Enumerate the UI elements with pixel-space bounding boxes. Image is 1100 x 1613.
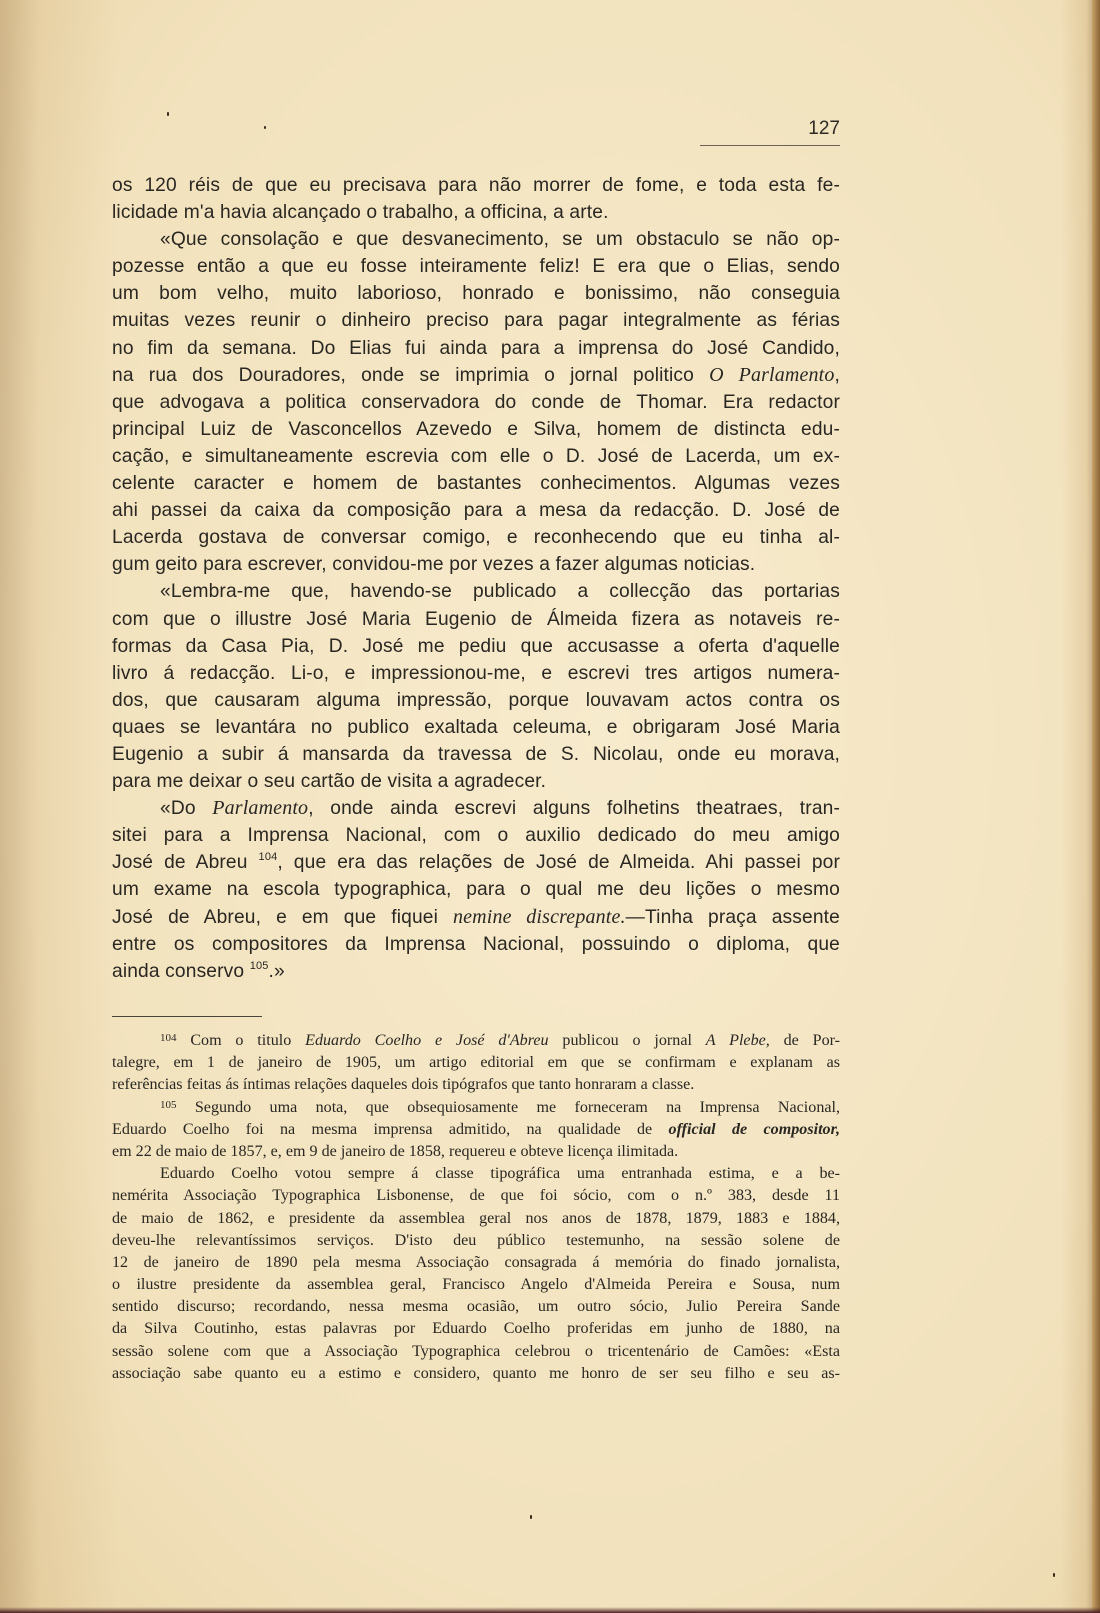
footnote-line	[112, 1318, 840, 1340]
footnote-text: de Por-	[769, 1032, 841, 1049]
paper-speck	[530, 1515, 532, 1519]
footnote-line	[112, 1141, 840, 1163]
text-line	[112, 307, 840, 334]
main-text	[112, 172, 840, 985]
line-text: ahi passei da caixa da composição para a mesa da redacção. D. José de	[112, 500, 840, 522]
page-number: 127	[808, 118, 840, 139]
line-text: José de Abreu	[112, 852, 259, 874]
page-bottom-edge	[0, 1607, 1100, 1613]
line-text: dos, que causaram alguma impressão, porque louvavam actos contra os	[112, 689, 840, 711]
footnote-text: Eduardo Coelho foi na mesma imprensa admitido, na qualidade de	[112, 1120, 669, 1138]
line-text: sitei para a Imprensa Nacional, com o auxilio dedicado do meu amigo	[112, 825, 840, 847]
line-text: ainda conservo	[112, 960, 250, 982]
text-line	[112, 660, 840, 687]
line-text: um bom velho, muito laborioso, honrado e bonissimo, não conseguia	[112, 283, 840, 305]
text-line	[112, 822, 840, 849]
footnote-line	[112, 1341, 840, 1363]
text-line	[112, 362, 840, 389]
line-text: que advogava a politica conservadora do conde de Thomar. Era redactor	[112, 391, 840, 413]
text-line	[112, 741, 840, 768]
line-prefix: «	[160, 229, 171, 251]
footnote-line	[112, 1163, 840, 1185]
footnote-text: de maio de 1862, e presidente da assemblea geral nos anos de 1878, 1879, 1883 e 1884,	[112, 1209, 840, 1227]
text-line	[112, 768, 840, 795]
text-line	[112, 876, 840, 903]
footnote-text: Eduardo Coelho votou sempre á classe tipográfica uma entranhada estima, e a be-	[160, 1165, 840, 1183]
footnote-text: o ilustre presidente da assemblea geral, Francisco Angelo d'Almeida Pereira e Sousa, num	[112, 1276, 840, 1294]
footnote-text: Com o titulo	[176, 1032, 306, 1049]
footnote-line	[112, 1052, 840, 1074]
line-suffix: , que era das relações de José de Almeida. Ahi passei por	[277, 852, 841, 874]
footnote-text: referências feitas ás íntimas relações daqueles dois tipógrafos que tanto honraram a classe.	[112, 1076, 695, 1094]
line-text: livro á redacção. Li-o, e impressionou-me, e escrevi tres artigos numera-	[112, 662, 840, 684]
text-line	[112, 226, 840, 253]
text-line	[112, 335, 840, 362]
line-text: um exame na escola typographica, para o qual me deu lições o mesmo	[112, 879, 840, 901]
bold-italic-text: official de compositor,	[668, 1120, 840, 1138]
line-text: Que consolação e que desvanecimento, se um obstaculo se não op-	[170, 229, 840, 251]
footnote-text: associação sabe quanto eu a estimo e considero, quanto me honro de ser seu filho e seu as-	[112, 1364, 840, 1382]
line-text: quaes se levantára no publico exaltada celeuma, e obrigaram José Maria	[112, 716, 840, 738]
line-text: principal Luiz de Vasconcellos Azevedo e Silva, homem de distincta edu-	[112, 418, 840, 440]
footnote-line	[112, 1030, 840, 1052]
italic-text: nemine discrepante.	[452, 905, 626, 928]
page-edge	[1092, 0, 1100, 1613]
text-line	[112, 904, 840, 931]
line-prefix: «	[160, 581, 171, 603]
text-line	[112, 524, 840, 551]
line-text: Lembra-me que, havendo-se publicado a collecção das portarias	[170, 581, 840, 603]
footnote-line	[112, 1119, 840, 1141]
text-line	[112, 606, 840, 633]
paper-speck	[1053, 1573, 1055, 1577]
text-line	[112, 497, 840, 524]
text-line	[112, 199, 840, 226]
text-line	[112, 931, 840, 958]
line-text: , onde ainda escrevi alguns folhetins theatraes, tran-	[308, 798, 840, 820]
text-line	[112, 958, 840, 985]
footnote-text: 12 de janeiro de 1890 pela mesma Associação consagrada á memória do finado jornalista,	[112, 1253, 840, 1271]
line-text: licidade m'a havia alcançado o trabalho, a officina, a arte.	[112, 202, 609, 224]
text-line	[112, 389, 840, 416]
text-line	[112, 443, 840, 470]
line-text: celente caracter e homem de bastantes conhecimentos. Algumas vezes	[112, 473, 840, 495]
footnote-line	[112, 1252, 840, 1274]
line-text: José de Abreu, e em que fiquei	[112, 906, 453, 928]
line-text: cação, e simultaneamente escrevia com elle o D. José de Lacerda, um ex-	[112, 445, 840, 467]
footnote-line	[112, 1296, 840, 1318]
text-line	[112, 551, 840, 578]
footnote-text: Segundo uma nota, que obsequiosamente me forneceram na Imprensa Nacional,	[176, 1098, 840, 1116]
footnote-line	[112, 1074, 840, 1096]
header-rule	[700, 145, 840, 146]
line-text: Eugenio a subir á mansarda da travessa de S. Nicolau, onde eu morava,	[112, 743, 840, 765]
footnote-line	[112, 1363, 840, 1385]
text-line	[112, 633, 840, 660]
text-line	[112, 470, 840, 497]
footnote-text: deveu-lhe relevantíssimos serviços. D'isto deu público testemunho, na sessão solene de	[112, 1231, 840, 1249]
footnote-line	[112, 1097, 840, 1119]
line-text: gum geito para escrever, convidou-me por vezes a fazer algumas noticias.	[112, 554, 756, 576]
line-prefix: «Do	[160, 798, 213, 820]
text-line	[112, 416, 840, 443]
line-text: muitas vezes reunir o dinheiro preciso para pagar integralmente as férias	[112, 310, 840, 332]
line-text: Lacerda gostava de conversar comigo, e reconhecendo que eu tinha al-	[112, 527, 840, 549]
footnote-text: da Silva Coutinho, estas palavras por Eduardo Coelho proferidas em junho de 1880, na	[112, 1320, 840, 1338]
line-text: para me deixar o seu cartão de visita a agradecer.	[112, 771, 547, 793]
footnote-line	[112, 1230, 840, 1252]
line-text: com que o illustre José Maria Eugenio de Álmeida fizera as notaveis re-	[112, 608, 840, 630]
line-suffix: ,	[834, 364, 840, 386]
footnote-ref: 104	[258, 851, 278, 864]
footnote-text: em 22 de maio de 1857, e, em 9 de janeiro de 1858, requereu e obteve licença ilimitada.	[112, 1142, 679, 1160]
footnote-text: sessão solene com que a Associação Typographica celebrou o tricentenário de Camões: «Esta	[112, 1342, 840, 1360]
line-text: pozesse então a que eu fosse inteiramente feliz! E era que o Elias, sendo	[112, 256, 840, 278]
footnote-text: talegre, em 1 de janeiro de 1905, um artigo editorial em que se confirmam e explanam as	[112, 1054, 840, 1072]
italic-text: O Parlamento	[709, 363, 835, 386]
footnote-text: nemérita Associação Typographica Lisbonense, de que foi sócio, com o n.º 383, desde 11	[112, 1187, 840, 1205]
footnote-ref: 105	[249, 959, 269, 972]
footnote-line	[112, 1185, 840, 1207]
line-text: na rua dos Douradores, onde se imprimia o jornal politico	[112, 364, 710, 386]
line-suffix: —Tinha praça assente	[625, 906, 840, 928]
text-line	[112, 849, 840, 876]
italic-title: Eduardo Coelho e José d'Abreu	[305, 1032, 549, 1049]
footnote-number: 105	[160, 1098, 177, 1111]
text-line	[112, 280, 840, 307]
footnote-separator	[112, 1016, 262, 1017]
line-text: formas da Casa Pia, D. José me pediu que accusasse a oferta d'aquelle	[112, 635, 840, 657]
line-text: entre os compositores da Imprensa Nacional, possuindo o diploma, que	[112, 933, 840, 955]
text-line	[112, 714, 840, 741]
paper-speck	[167, 112, 169, 116]
text-line	[112, 687, 840, 714]
paper-speck	[264, 126, 266, 129]
footnotes	[112, 1030, 840, 1385]
footnote-text: publicou o jornal	[548, 1032, 706, 1049]
footnote-number: 104	[160, 1032, 177, 1044]
text-line	[112, 795, 840, 822]
footnote-line	[112, 1274, 840, 1296]
line-text: no fim da semana. Do Elias fui ainda para a imprensa do José Candido,	[112, 337, 840, 359]
footnote-text: sentido discurso; recordando, nessa mesma ocasião, um outro sócio, Julio Pereira Sande	[112, 1298, 840, 1316]
text-line	[112, 172, 840, 199]
line-suffix: .»	[268, 960, 285, 982]
text-line	[112, 578, 840, 605]
text-line	[112, 253, 840, 280]
line-text: os 120 réis de que eu precisava para não morrer de fome, e toda esta fe-	[112, 175, 840, 196]
italic-title: Parlamento	[212, 797, 309, 820]
footnote-line	[112, 1208, 840, 1230]
italic-title: A Plebe,	[705, 1032, 770, 1049]
